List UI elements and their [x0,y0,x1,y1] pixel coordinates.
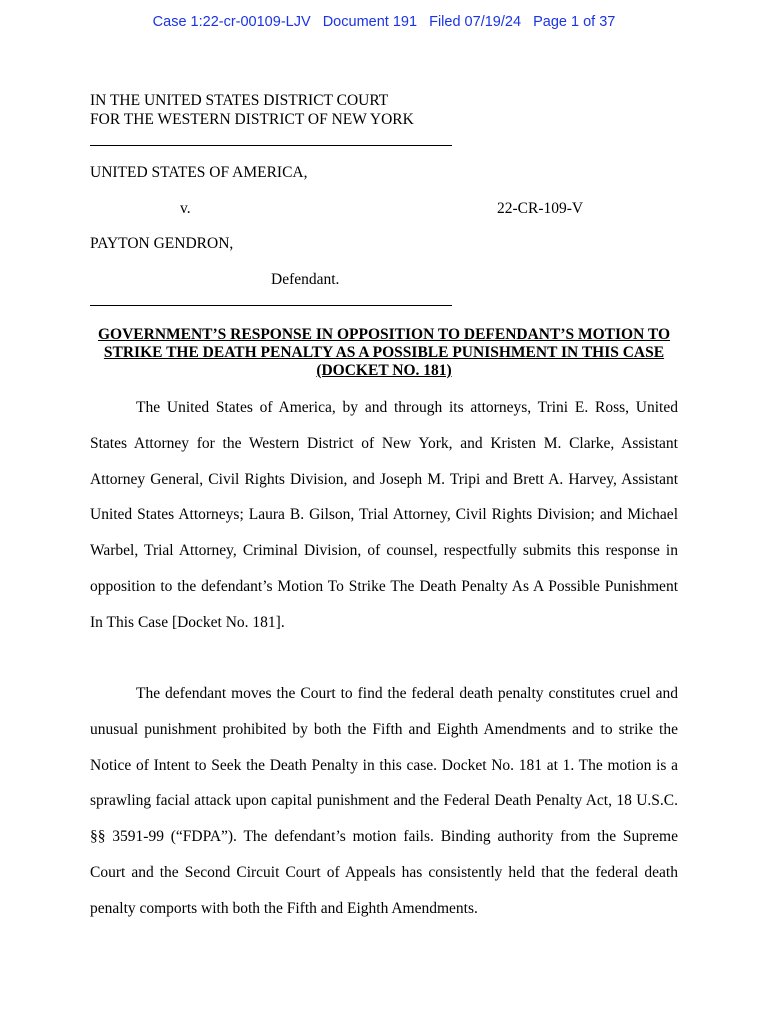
court-heading [90,91,414,129]
body-paragraph-2: The defendant moves the Court to find the federal death penalty constitutes cruel and unusual punishment prohibited by both the Fifth and Eighth Amendments and to strike the Notice of Intent to Seek the Death Penalty in this case. Docket No. 181 at 1. The motion is a sprawling facial attack upon capital punishment and the Federal Death Penalty Act, 18 U.S.C. §§ 3591-99 (“FDPA”). The defendant’s motion fails. Binding authority from the Supreme Court and the Second Circuit Court of Appeals has consistently held that the federal death penalty comports with both the Fifth and Eighth Amendments. [90,685,678,917]
caption-bottom-rule [90,305,452,306]
caption-defendant-label: Defendant. [271,271,340,288]
caption-top-rule [90,145,452,146]
caption-defendant-name: PAYTON GENDRON, [90,235,234,252]
caption-versus: v. [180,200,191,217]
court-heading-line-2: FOR THE WESTERN DISTRICT OF NEW YORK [90,111,414,128]
body-paragraph-1: The United States of America, by and through its attorneys, Trini E. Ross, United States Attorney for the Western District of New York, and Kristen M. Clarke, Assistant Attorney General, Civil Rights Division, and Joseph M. Tripi and Brett A. Harvey, Assistant United States Attorneys; Laura B. Gilson, Trial Attorney, Civil Rights Division; and Michael Warbel, Trial Attorney, Criminal Division, of counsel, respectfully submits this response in opposition to the defendant’s Motion To Strike The Death Penalty As A Possible Punishment In This Case [Docket No. 181]. [90,399,678,631]
caption-plaintiff: UNITED STATES OF AMERICA, [90,164,308,181]
court-heading-line-1: IN THE UNITED STATES DISTRICT COURT [90,92,389,109]
ecf-header-stamp: Case 1:22-cr-00109-LJV Document 191 Filed 07/19/24 Page 1 of 37 [152,14,616,30]
document-title: GOVERNMENT’S RESPONSE IN OPPOSITION TO DEFENDANT’S MOTION TO STRIKE THE DEATH PENALTY AS A POSSIBLE PUNISHMENT IN THIS CASE (DOCKET NO. 181) [97,326,671,379]
caption-case-number: 22-CR-109-V [497,200,584,217]
